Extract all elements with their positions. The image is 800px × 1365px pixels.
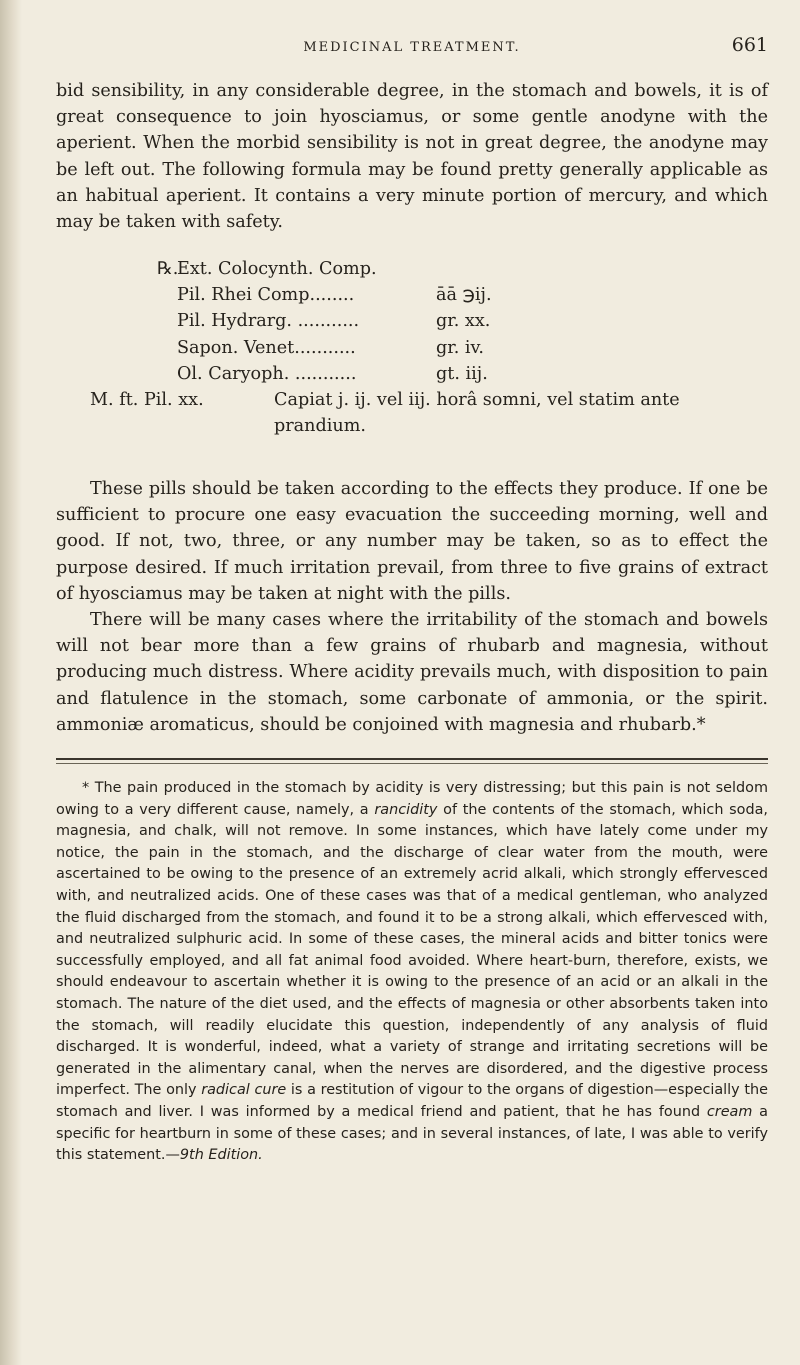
prescription-signa: Capiat j. ij. vel iij. horâ somni, vel statim ante prandium. <box>274 389 680 437</box>
prescription-dose: gr. iv. <box>436 337 484 358</box>
prescription-line <box>56 308 768 334</box>
prescription-drug: Pil. Hydrarg. ........... <box>177 311 360 332</box>
footnote-rule <box>56 758 768 760</box>
running-title: MEDICINAL TREATMENT. <box>303 40 521 55</box>
prescription-dose: gt. iij. <box>436 363 488 384</box>
body-paragraph-1 <box>56 78 768 235</box>
prescription-line <box>56 361 768 387</box>
prescription-directions <box>56 387 768 439</box>
prescription-line <box>56 282 768 308</box>
prescription-mixing: M. ft. Pil. xx. <box>90 389 204 410</box>
prescription-drug: Ext. Colocynth. Comp. <box>177 259 377 279</box>
paragraph-text: There will be many cases where the irritability of the stomach and bowels will not bear more than a few grains of rhubarb and magnesia, without producing much distress. Where acidity prevails much, with disposition to pain and flatulence in the stomach, some carbonate of ammonia, or the spirit. ammoniæ aromaticus, should be conjoined with magnesia and rhubarb.* <box>56 610 768 735</box>
prescription-formula <box>56 256 768 439</box>
footnote-segment: is a restitution of vigour to the organs of digestion—especially the stomach and liver. I was informed by a medical friend and patient, that he has found <box>56 1082 768 1120</box>
footnote-emphasis: cream <box>706 1103 753 1120</box>
prescription-dose: gr. xx. <box>436 311 491 332</box>
footnote-emphasis: 9th Edition. <box>179 1147 263 1164</box>
footnote-emphasis: rancidity <box>374 801 438 818</box>
footnote-segment: a specific for heartburn in some of these cases; and in several instances, of late, I was able to verify this statement.— <box>56 1103 768 1164</box>
recipe-symbol: ℞. <box>157 259 179 279</box>
prescription-drug: Pil. Rhei Comp........ <box>177 285 355 306</box>
footnote <box>56 778 768 1167</box>
footnote-emphasis: radical cure <box>201 1082 287 1099</box>
footnote-text <box>56 778 768 1167</box>
page-number: 661 <box>731 34 768 56</box>
prescription-drug: Sapon. Venet........... <box>177 337 356 358</box>
prescription-line <box>56 256 768 282</box>
prescription-dose: āā ℈ij. <box>436 285 492 306</box>
prescription-line <box>56 335 768 361</box>
page-header <box>56 34 768 64</box>
footnote-segment: of the contents of the stomach, which soda, magnesia, and chalk, will not remove. In some instances, which have lately come under my notice, the pain in the stomach, and the discharge of clear water from the mouth, were ascertained to be owing to the presence of an extremely acrid alkali, which strongly effervesced with, and neutralized acids. One of these cases was that of a medical gentleman, who analyzed the fluid discharged from the stomach, and found it to be a strong alkali, which effervesced with, and neutralized sulphuric acid. In some of these cases, the mineral acids and bitter tonics were successfully employed, and all fat animal food avoided. Where heart-burn, therefore, exists, we should endeavour to ascertain whether it is owing to the presence of an acid or an alkali in the stomach. The nature of the diet used, and the effects of magnesia or other absorbents taken into the stomach, will readily elucidate this question, independently of any analysis of fluid discharged. It is wonderful, indeed, what a variety of strange and irritating secretions will be generated in the alimentary canal, when the nerves are disordered, and the digestive process imperfect. The only <box>56 801 768 1099</box>
footnote-segment: * The pain produced in the stomach by acidity is very distressing; but this pain is not seldom owing to a very different cause, namely, a <box>56 780 768 818</box>
paragraph-text: These pills should be taken according to the effects they produce. If one be sufficient to procure one easy evacuation the succeeding morning, well and good. If not, two, three, or any number may be taken, so as to effect the purpose desired. If much irritation prevail, from three to five grains of extract of hyosciamus may be taken at night with the pills. <box>56 479 768 604</box>
page-gutter-shadow <box>0 0 22 1365</box>
footnote-rule-thin <box>56 763 768 764</box>
prescription-drug: Ol. Caryoph. ........... <box>177 363 357 384</box>
paragraph-text: bid sensibility, in any considerable degree, in the stomach and bowels, it is of great consequence to join hyosciamus, or some gentle anodyne with the aperient. When the morbid sensibility is not in great degree, the anodyne may be left out. The following formula may be found pretty generally applicable as an habitual aperient. It contains a very minute portion of mercury, and which may be taken with safety. <box>56 81 768 233</box>
body-paragraphs-2 <box>56 476 768 738</box>
